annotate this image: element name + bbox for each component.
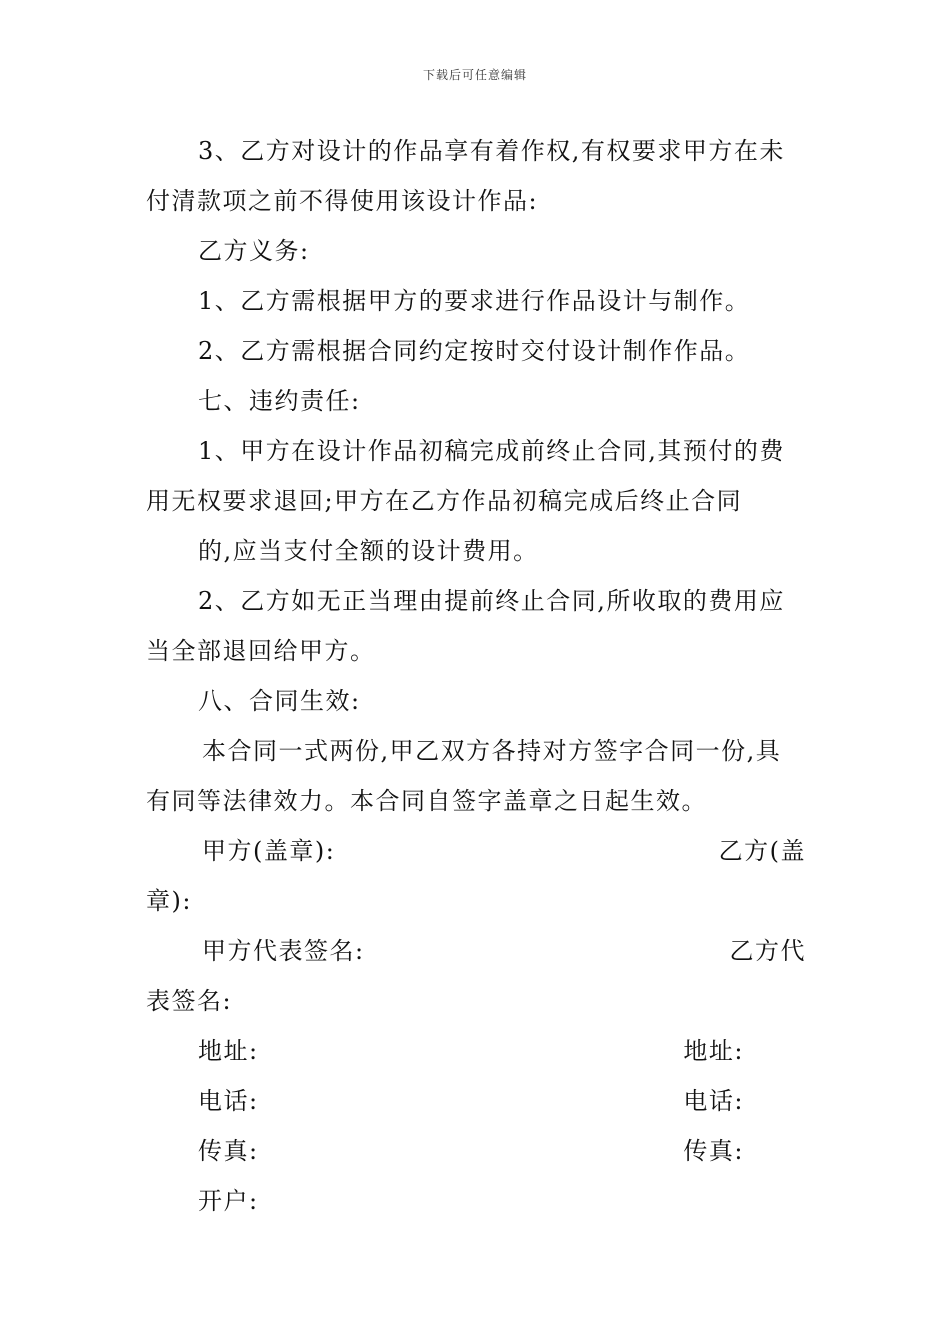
breach-item-1-line-1: 1、甲方在设计作品初稿完成前终止合同,其预付的费 [198,437,785,465]
party-a-phone-label: 电话: [198,1087,259,1115]
page-header-note: 下载后可任意编辑 [422,68,527,82]
party-a-address-label: 地址: [198,1037,259,1065]
party-b-fax-label: 传真: [683,1137,744,1165]
address-row [146,1026,806,1076]
party-a-rep-label: 甲方代表签名: [202,937,365,965]
party-b-duties-heading: 乙方义务: [198,237,310,265]
party-b-phone-label: 电话: [683,1087,744,1115]
party-b-rep-label-cont: 表签名: [146,987,233,1015]
section-heading-effect: 八、合同生效: [198,687,361,715]
contract-body [146,126,806,1226]
fax-row [146,1126,806,1176]
party-b-address-label: 地址: [683,1037,744,1065]
breach-item-1-line-2: 用无权要求退回;甲方在乙方作品初稿完成后终止合同 [146,487,743,515]
breach-item-2-line-2: 当全部退回给甲方。 [146,637,376,665]
duty-item-1: 1、乙方需根据甲方的要求进行作品设计与制作。 [198,287,751,315]
clause-copyright-line-1: 3、乙方对设计的作品享有着作权,有权要求甲方在未 [198,137,785,165]
party-b-rep-label: 乙方代 [729,937,806,965]
seal-row [146,826,806,876]
party-a-seal-label: 甲方(盖章): [202,837,336,865]
party-b-seal-label-cont: 章): [146,887,192,915]
representative-row [146,926,806,976]
effect-clause-line-2: 有同等法律效力。本合同自签字盖章之日起生效。 [146,787,707,815]
party-a-fax-label: 传真: [198,1137,259,1165]
breach-item-2-line-1: 2、乙方如无正当理由提前终止合同,所收取的费用应 [198,587,785,615]
breach-item-1-line-3: 的,应当支付全额的设计费用。 [198,537,539,565]
phone-row [146,1076,806,1126]
duty-item-2: 2、乙方需根据合同约定按时交付设计制作作品。 [198,337,751,365]
account-label: 开户: [198,1187,259,1215]
section-heading-breach: 七、违约责任: [198,387,361,415]
party-b-seal-label: 乙方(盖 [718,837,806,865]
effect-clause-line-1: 本合同一式两份,甲乙双方各持对方签字合同一份,具 [202,737,782,765]
clause-copyright-line-2: 付清款项之前不得使用该设计作品: [146,187,539,215]
